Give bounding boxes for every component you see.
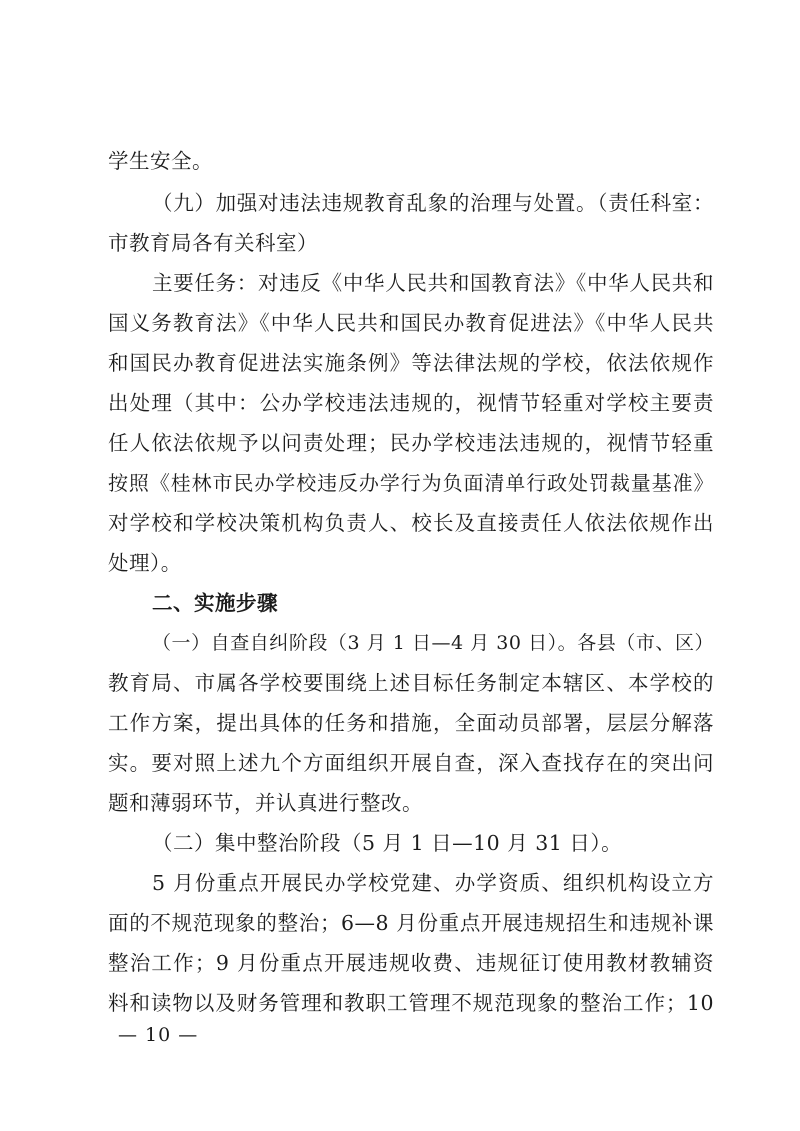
text-line: （九）加强对违法违规教育乱象的治理与处置。（责任科室：: [152, 191, 714, 215]
text-line: 实。要对照上述九个方面组织开展自查，深入查找存在的突出问: [108, 751, 714, 775]
text-line: 按照《桂林市民办学校违反办学行为负面清单行政处罚裁量基准》: [108, 471, 714, 495]
text-line: 和国民办教育促进法实施条例》等法律法规的学校，依法依规作: [108, 351, 714, 375]
text-line: 5 月份重点开展民办学校党建、办学资质、组织机构设立方: [152, 871, 714, 895]
text-line: 对学校和学校决策机构负责人、校长及直接责任人依法依规作出: [108, 511, 714, 535]
text-line: 出处理（其中：公办学校违法违规的，视情节轻重对学校主要责: [108, 391, 714, 415]
text-line: 题和薄弱环节，并认真进行整改。: [108, 791, 423, 815]
text-line: 工作方案，提出具体的任务和措施，全面动员部署，层层分解落: [108, 711, 714, 735]
text-line: 国义务教育法》《中华人民共和国民办教育促进法》《中华人民共: [108, 311, 714, 335]
text-line: 处理）。: [108, 551, 182, 575]
text-line: 教育局、市属各学校要围绕上述目标任务制定本辖区、本学校的: [108, 671, 714, 695]
text-line: 面的不规范现象的整治；6—8 月份重点开展违规招生和违规补课: [108, 911, 714, 935]
text-line: 学生安全。: [108, 149, 213, 173]
section-heading: 二、实施步骤: [152, 591, 278, 615]
text-line: 料和读物以及财务管理和教职工管理不规范现象的整治工作；10: [108, 991, 714, 1015]
text-line: （二）集中整治阶段（5 月 1 日—10 月 31 日）。: [152, 831, 623, 855]
text-line: 整治工作；9 月份重点开展违规收费、违规征订使用教材教辅资: [108, 951, 714, 975]
page-number: — 10 —: [118, 1024, 199, 1046]
text-line: （一）自查自纠阶段（3 月 1 日—4 月 30 日）。各县（市、区）: [152, 632, 714, 654]
text-line: 市教育局各有关科室）: [108, 231, 318, 255]
text-line: 任人依法依规予以问责处理；民办学校违法违规的，视情节轻重: [108, 431, 714, 455]
text-line: 主要任务：对违反《中华人民共和国教育法》《中华人民共和: [152, 271, 714, 295]
